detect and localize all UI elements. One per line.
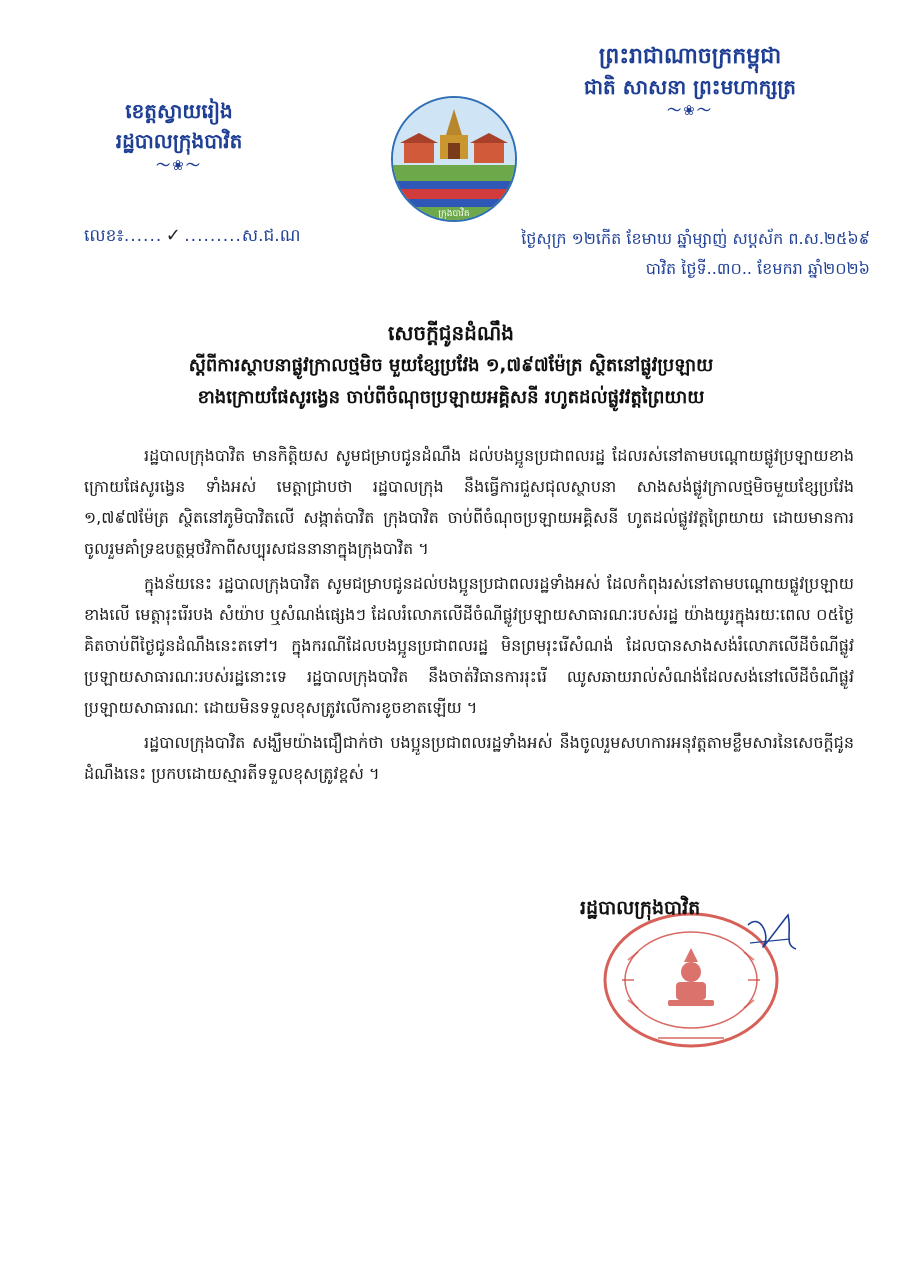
document-body (84, 440, 854, 793)
administration-ornament: 〜❀〜 (156, 158, 202, 174)
title-heading: សេចក្តីជូនដំណឹង (388, 321, 514, 345)
reference-label: លេខ៖ (84, 226, 124, 246)
document-title (60, 316, 842, 414)
check-mark-icon: ✓ (165, 225, 181, 246)
body-paragraph-1: រដ្ឋបាលក្រុងបាវិត មានកិត្តិយស សូមជម្រាបជូនដំណឹង ដល់បងប្អូនប្រជាពលរដ្ឋ ដែលរស់នៅតាមបណ្តោយផ្លូវប្រឡាយខាងក្រោយផែសូរង្វេន ទាំងអស់ មេត្តាជ្រាបថា រដ្ឋបាលក្រុង នឹងធ្វើការជួសជុលស្ថាបនា សាងសង់ផ្លូវក្រាលថ្មមិចមួយខ្សែប្រវែង ១,៧៩៧ម៉ែត្រ ស្ថិតនៅភូមិបាវិតលើ សង្កាត់បាវិត ក្រុងបាវិត ចាប់ពីចំណុចប្រឡាយអគ្គិសនី ហូតដល់ផ្លូវវត្តព្រៃយាយ ដោយមានការចូលរួមគាំទ្រឧបត្ថម្ភថវិកាពីសប្បុរសជននានាក្នុងក្រុងបាវិត ។ (84, 446, 854, 558)
reference-suffix: ស.ជ.ណ (241, 226, 301, 246)
signer-name: រដ្ឋបាលក្រុងបាវិត (580, 897, 701, 919)
body-paragraph-3: រដ្ឋបាលក្រុងបាវិត សង្ឃឹមយ៉ាងជឿជាក់ថា បងប្អូនប្រជាពលរដ្ឋទាំងអស់ នឹងចូលរួមសហការអនុវត្តតាមខ្លឹមសារនៃសេចក្តីជូនដំណឹងនេះ ប្រកបដោយស្មារតីទទួលខុសត្រូវខ្ពស់ ។ (84, 733, 854, 783)
handwritten-signature-icon (740, 905, 800, 965)
body-paragraph-2: ក្នុងន័យនេះ រដ្ឋបាលក្រុងបាវិត សូមជម្រាបជូនដល់បងប្អូនប្រជាពលរដ្ឋទាំងអស់ ដែលកំពុងរស់នៅតាមបណ្តោយផ្លូវប្រឡាយខាងលើ មេត្តារុះរើរបង សំយ៉ាប ឬសំណង់ផ្សេងៗ ដែលរំលោភលើដីចំណីផ្លូវប្រឡាយសាធារណៈរបស់រដ្ឋ យ៉ាងយូរក្នុងរយៈពេល ០៥ថ្ងៃ គិតចាប់ពីថ្ងៃជូនដំណឹងនេះតទៅ។ ក្នុងករណីដែលបងប្អូនប្រជាពលរដ្ឋ មិនព្រមរុះរើសំណង់ ដែលបានសាងសង់រំលោភលើដីចំណីផ្លូវប្រឡាយសាធារណៈរបស់រដ្ឋនោះទេ រដ្ឋបាលក្រុងបាវិត នឹងចាត់វិធានការរុះរើ ឈូសឆាយរាល់សំណង់ដែលសង់នៅលើដីចំណីផ្លូវប្រឡាយសាធារណៈ ដោយមិនទទួលខុសត្រូវលើការខូចខាតឡើយ ។ (84, 574, 854, 717)
province-name: ខេត្តស្វាយរៀង (125, 99, 233, 123)
city-emblem-icon (390, 95, 518, 223)
reference-dots-before: ...... (123, 226, 163, 246)
kingdom-title: ព្រះរាជាណាចក្រកម្ពុជា (598, 44, 782, 69)
document-date (450, 224, 870, 284)
national-motto: ជាតិ សាសនា ព្រះមហាក្សត្រ (584, 75, 796, 99)
solar-date: បាវិត ថ្ងៃទី..៣០.. ខែមករា ឆ្នាំ២០២៦ (645, 259, 870, 278)
kingdom-header (540, 42, 840, 120)
title-subject-line1: ស្តីពីការស្ថាបនាផ្លូវក្រាលថ្មមិច មួយខ្សែប្រវែង ១,៧៩៧ម៉ែត្រ ស្ថិតនៅផ្លូវប្រឡាយ (188, 355, 714, 376)
emblem-caption: ក្រុងបាវិត (438, 209, 470, 219)
header-ornament: 〜❀〜 (667, 103, 713, 119)
title-subject-line2: ខាងក្រោយផែសូរង្វេន ចាប់ពីចំណុចប្រឡាយអគ្គិសនី រហូតដល់ផ្លូវវត្តព្រៃយាយ (197, 387, 705, 408)
administration-name: រដ្ឋបាលក្រុងបាវិត (115, 129, 243, 153)
reference-number (84, 225, 300, 250)
lunar-date: ថ្ងៃសុក្រ ១២កើត ខែមាឃ ឆ្នាំម្សាញ់ សប្តស័ក ព.ស.២៥៦៩ (521, 229, 870, 248)
administration-header (84, 96, 274, 176)
reference-dots-after: ......... (184, 226, 242, 246)
